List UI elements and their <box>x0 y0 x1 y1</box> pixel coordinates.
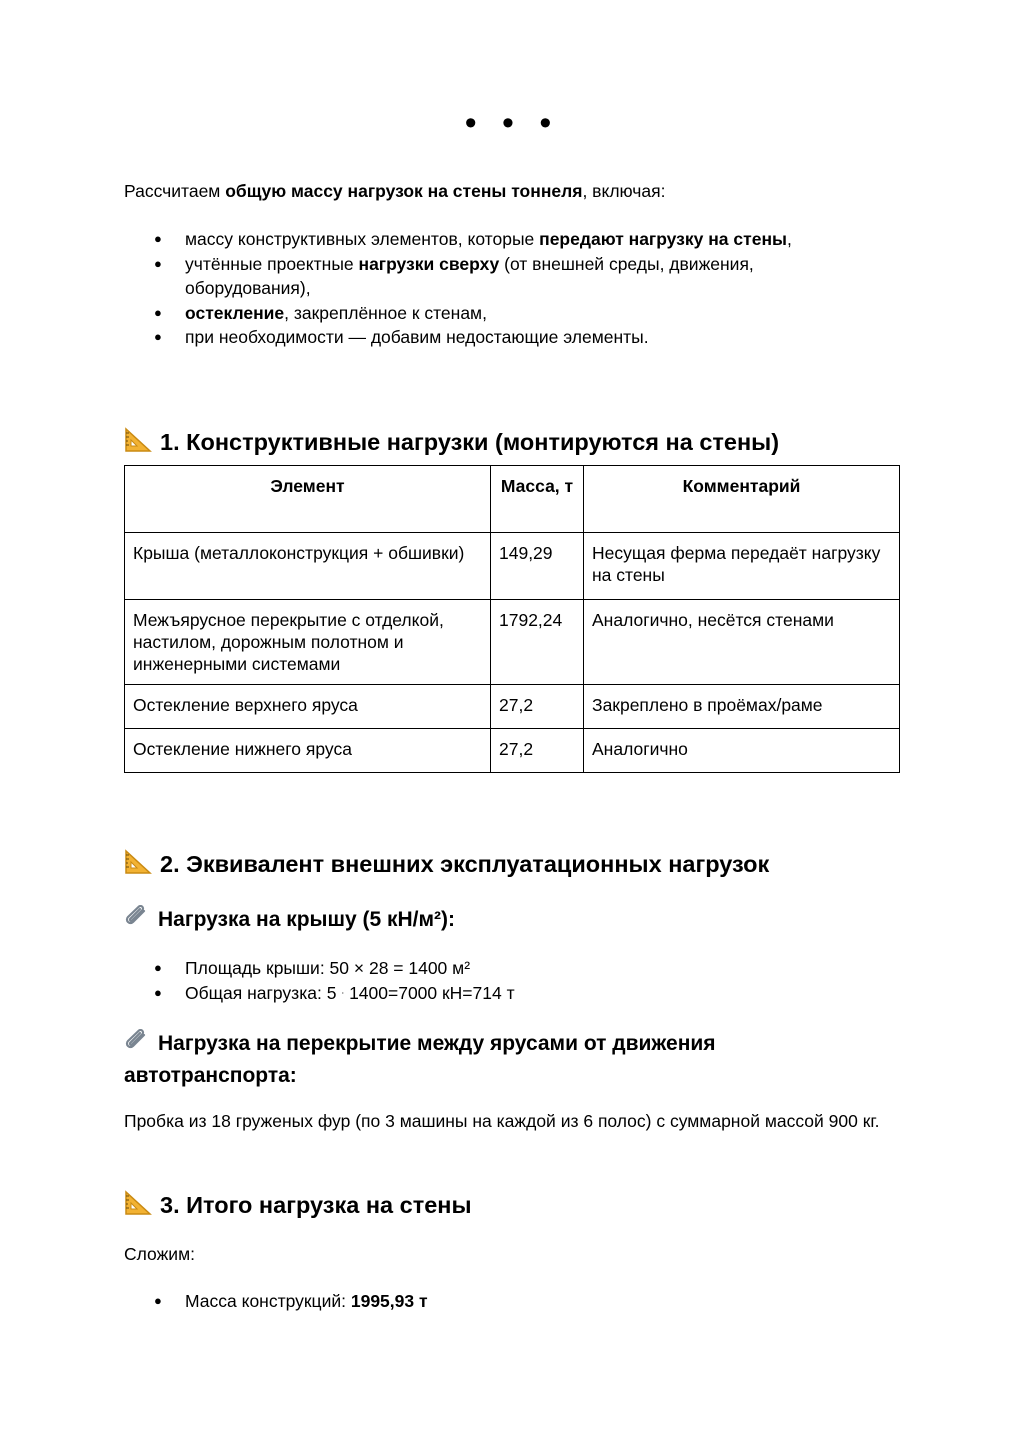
page-break-dots: • • • <box>464 104 560 142</box>
section-2-heading <box>124 849 924 882</box>
table-cell: Крыша (металлоконструкция + обшивки) <box>125 533 491 600</box>
table-row <box>125 729 900 773</box>
table-row <box>125 533 900 600</box>
intro-bold: общую массу нагрузок на стены тоннеля <box>225 181 583 201</box>
section-2-title: 2. Эквивалент внешних эксплуатационных нагрузок <box>160 851 770 877</box>
table-cell: 1792,24 <box>491 600 584 685</box>
summary-list <box>154 1289 874 1314</box>
list-item: ● Масса конструкций: 1995,93 т <box>154 1289 874 1314</box>
column-header-element: Элемент <box>125 466 491 533</box>
intro-paragraph <box>124 180 900 203</box>
summary-intro: Сложим: <box>124 1244 195 1264</box>
table-cell: Остекление верхнего яруса <box>125 685 491 729</box>
intro-prefix: Рассчитаем <box>124 181 226 201</box>
roof-load-list <box>154 956 874 1005</box>
section-3-heading <box>124 1190 924 1223</box>
triangular-ruler-icon <box>124 849 152 882</box>
traffic-load-paragraph: Пробка из 18 груженых фур (по 3 машины на каждой из 6 полос) с суммарной массой 900 кг. <box>124 1111 880 1131</box>
table-cell: 27,2 <box>491 729 584 773</box>
section-1-title: 1. Конструктивные нагрузки (монтируются на стены) <box>160 429 780 455</box>
table-cell: Межъярусное перекрытие с отделкой, настилом, дорожным полотном и инженерными системами <box>125 600 491 685</box>
list-item: ● остекление, закреплённое к стенам, <box>154 301 874 326</box>
structural-loads-table <box>124 465 900 773</box>
roof-load-title: Нагрузка на крышу (5 кН/м²): <box>158 908 456 931</box>
table-cell: Аналогично <box>584 729 900 773</box>
intro-suffix: , включая: <box>582 181 666 201</box>
list-item: ● массу конструктивных элементов, которые передают нагрузку на стены, <box>154 227 874 252</box>
column-header-comment: Комментарий <box>584 466 900 533</box>
list-item: ● Площадь крыши: 50 × 28 = 1400 м² <box>154 956 874 981</box>
table-cell: Несущая ферма передаёт нагрузку на стены <box>584 533 900 600</box>
table-row <box>125 685 900 729</box>
paperclip-icon <box>124 1029 150 1061</box>
list-item: ● Общая нагрузка: 5 ⋅ 1400=7000 кН=714 т <box>154 981 874 1006</box>
list-item: ● учтённые проектные нагрузки сверху (от внешней среды, движения, оборудования), <box>154 252 874 301</box>
table-cell: Аналогично, несётся стенами <box>584 600 900 685</box>
table-cell: Закреплено в проёмах/раме <box>584 685 900 729</box>
list-item: ● при необходимости — добавим недостающие элементы. <box>154 325 874 350</box>
column-header-mass: Масса, т <box>491 466 584 533</box>
roof-load-heading <box>124 905 824 937</box>
intro-list <box>154 227 874 350</box>
triangular-ruler-icon <box>124 427 152 460</box>
traffic-load-title: Нагрузка на перекрытие между ярусами от движения автотранспорта: <box>124 1032 716 1087</box>
triangular-ruler-icon <box>124 1190 152 1223</box>
table-row <box>125 600 900 685</box>
table-cell: 149,29 <box>491 533 584 600</box>
table-header-row <box>125 466 900 533</box>
section-3-title: 3. Итого нагрузка на стены <box>160 1192 472 1218</box>
table-cell: 27,2 <box>491 685 584 729</box>
paperclip-icon <box>124 905 150 937</box>
table-cell: Остекление нижнего яруса <box>125 729 491 773</box>
section-1-heading <box>124 427 924 460</box>
traffic-load-heading <box>124 1029 824 1090</box>
